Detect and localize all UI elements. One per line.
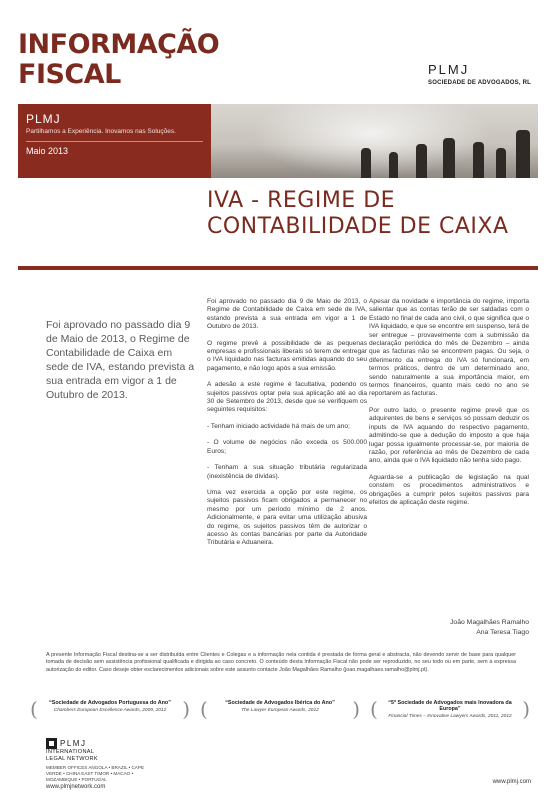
requirement-item: - Tenham a sua situação tributária regularizada (inexistência de dívidas).: [207, 464, 367, 480]
laurel-right-icon: ): [522, 697, 530, 721]
paragraph: A adesão a este regime é facultativa, podendo os sujeitos passivos optar pela sua aplicação até ao dia 30 de Setembro de 2013, desde que se verifiquem os seguintes requisitos:: [207, 381, 367, 414]
paragraph: Foi aprovado no passado dia 9 de Maio de 2013, o Regime de Contabilidade de Caixa em sede de IVA, estando prevista a sua entrada em vigor a 1 de Outubro de 2013.: [207, 298, 367, 331]
brand-logo: [428, 62, 531, 86]
network-members: MEMBER OFFICES ANGOLA • BRAZIL • CAPE VERDE • CHINA EAST TIMOR • MACAO • MOZAMBIQUE • PORTUGAL: [46, 765, 145, 782]
site-url-link[interactable]: www.plmj.com: [492, 779, 531, 785]
author-name: João Magalhães Ramalho: [450, 619, 529, 626]
hero-banner: [18, 104, 538, 178]
masthead-title-line1: INFORMAÇÃO: [18, 29, 220, 60]
network-url-link[interactable]: www.plmjnetwork.com: [46, 784, 106, 790]
hero-figure: [516, 130, 530, 178]
authors: [369, 618, 529, 638]
award-title: “Sociedade de Advogados Portuguesa do Ano”: [49, 700, 171, 706]
hero-figure: [389, 152, 398, 178]
paragraph: Uma vez exercida a opção por este regime, os sujeitos passivos ficam obrigados a permanecer no mesmo por um período mínimo de 2 anos. Adicionalmente, e para evitar uma utilização abusiva do regime, os sujeitos passivos têm de autorizar o acesso às contas bancárias por parte da Autoridade Tributária e Aduaneira.: [207, 488, 367, 547]
masthead-title: [18, 30, 219, 90]
requirement-item: - Tenham iniciado actividade há mais de um ano;: [207, 422, 350, 430]
network-line2: LEGAL NETWORK: [46, 756, 98, 762]
laurel-right-icon: ): [182, 697, 190, 721]
award-badge: [30, 696, 190, 728]
award-source: Financial Times – Innovative Lawyers Awards, 2011, 2012: [388, 714, 512, 719]
award-title: “Sociedade de Advogados Ibérica do Ano”: [225, 700, 335, 706]
laurel-right-icon: ): [352, 697, 360, 721]
hero-panel: [18, 104, 211, 178]
paragraph: Por outro lado, o presente regime prevê que os adquirentes de bens e serviços só possam deduzir os inputs de IVA aquando do respectivo pagamento, admitindo-se que a dedução do imposto a que haja lugar possa igualmente processar-se, por maioria de razão, por referência ao mês de Dezembro de cada ano, ainda que o IVA liquidado não tenha sido pago.: [369, 406, 529, 465]
hero-tagline: Partilhamos a Experiência. Inovamos nas Soluções.: [26, 128, 176, 135]
headline-rule: [18, 266, 538, 270]
brand-name: PLMJ: [428, 62, 470, 77]
hero-figure: [443, 138, 455, 178]
network-logo: [46, 738, 186, 783]
headline-line2: CONTABILIDADE DE CAIXA: [207, 214, 509, 239]
paragraph: Apesar da novidade e importância do regime, importa salientar que as contas terão de ser saldadas com o Estado no final de cada ano civil, o que significa que o IVA liquidado, e que se encontre em suspenso, terá de ser entregue – provavelmente com a submissão da declaração periódica do mês de Dezembro – ainda que as facturas não se encontrem pagas. Ou seja, o diferimento da entrega do IVA só funcionará, em termos práticos, dentro de um determinado ano, sendo naturalmente a sua importância maior, em termos financeiros, quanto mais cedo no ano se reportarem as facturas.: [369, 298, 529, 398]
laurel-left-icon: (: [200, 697, 208, 721]
paragraph: O regime prevê a possibilidade de as pequenas empresas e profissionais liberais só terem de entregar o IVA liquidado nas facturas emitidas aquando do seu pagamento, e não logo após a sua emissão.: [207, 339, 367, 372]
hero-figure: [416, 144, 427, 178]
hero-photo-light: [251, 104, 491, 178]
hero-photo: [211, 104, 538, 178]
article-headline: [207, 188, 509, 240]
requirement-item: - O volume de negócios não exceda os 500.000 Euros;: [207, 439, 367, 455]
laurel-left-icon: (: [370, 697, 378, 721]
award-title: “5ª Sociedade de Advogados mais Inovadora da Europa”: [388, 700, 512, 712]
hero-name: PLMJ: [26, 112, 61, 126]
headline-line1: IVA - REGIME DE: [207, 188, 396, 213]
disclaimer: A presente Informação Fiscal destina-se a ser distribuída entre Clientes e Colegas e a informação nela contida é prestada de forma geral e abstracta, não devendo servir de base para qualquer tomada de decisão sem assistência profissional qualificada e dirigida ao caso concreto. O conteúdo desta Informação Fiscal não pode ser reproduzido, no seu todo ou em parte, sem a expressa autorização do editor. Caso deseje obter esclarecimentos adicionais sobre este assunto contacte João Magalhães Ramalho (joao.magalhaes.ramalho@plmj.pt).: [46, 652, 516, 673]
hero-divider: [26, 141, 203, 142]
article-column-1: [207, 298, 367, 556]
hero-figure: [496, 148, 506, 178]
brand-subtitle: SOCIEDADE DE ADVOGADOS, RL: [428, 80, 531, 86]
author-name: Ana Teresa Tiago: [476, 629, 529, 636]
hero-figure: [361, 148, 371, 178]
paragraph: Aguarda-se a publicação de legislação na qual constem os procedimentos administrativos e obrigações a cumprir pelos sujeitos passivos para efeitos de aplicação deste regime.: [369, 473, 529, 506]
masthead-title-line2: FISCAL: [18, 59, 121, 90]
network-name: PLMJ: [60, 739, 87, 748]
network-logo-icon: [46, 738, 57, 749]
article-column-2: [369, 298, 529, 515]
lead-paragraph: Foi aprovado no passado dia 9 de Maio de 2013, o Regime de Contabilidade de Caixa em sede de IVA, estando prevista a sua entrada em vigor a 1 de Outubro de 2013.: [46, 319, 195, 401]
laurel-left-icon: (: [30, 697, 38, 721]
network-line1: INTERNATIONAL: [46, 749, 95, 755]
award-badge: [200, 696, 360, 728]
hero-figure: [473, 142, 484, 178]
issue-date: Maio 2013: [26, 146, 69, 156]
award-badge: [370, 696, 530, 728]
award-source: The Lawyer European Awards, 2012: [241, 708, 319, 713]
award-source: Chambers European Excellence Awards, 2009, 2012: [53, 708, 167, 713]
awards-row: [30, 696, 530, 728]
